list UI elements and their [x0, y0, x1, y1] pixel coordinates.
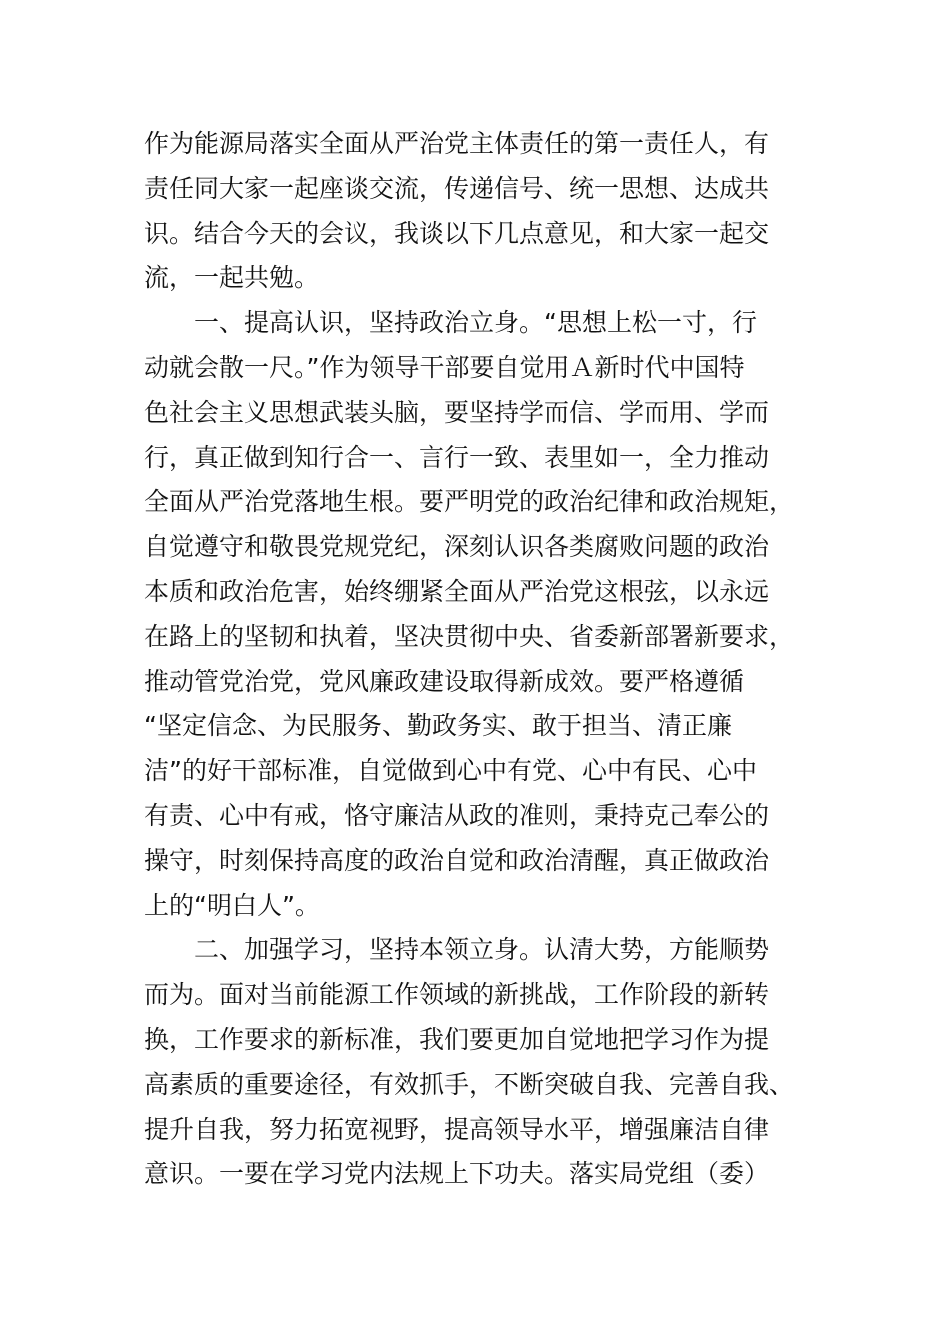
text-line: 意识。一要在学习党内法规上下功夫。落实局党组（委）	[144, 1159, 770, 1189]
text-line: 上的“明白人”。	[144, 890, 320, 920]
document-body	[144, 122, 824, 1197]
text-line: 高素质的重要途径，有效抓手，不断突破自我、完善自我、	[144, 1069, 795, 1099]
text-line: 责任同大家一起座谈交流，传递信号、统一思想、达成共	[144, 173, 770, 203]
text-line: 有责、心中有戒，恪守廉洁从政的准则，秉持克己奉公的	[144, 800, 770, 830]
text-line: 本质和政治危害，始终绷紧全面从严治党这根弦，以永远	[144, 576, 770, 606]
text-line: 作为能源局落实全面从严治党主体责任的第一责任人，有	[144, 129, 770, 158]
section-heading-line: 一、提高认识，坚持政治立身。“思想上松一寸，行	[194, 308, 757, 338]
paragraph-section-one	[144, 301, 824, 928]
text-line: 在路上的坚韧和执着，坚决贯彻中央、省委新部署新要求，	[144, 621, 795, 651]
text-line: 操守，时刻保持高度的政治自觉和政治清醒，真正做政治	[144, 845, 770, 875]
section-heading-line: 二、加强学习，坚持本领立身。认清大势，方能顺势	[194, 935, 770, 965]
paragraph-intro	[144, 122, 824, 301]
text-line: 自觉遵守和敬畏党规党纪，深刻认识各类腐败问题的政治	[144, 532, 770, 562]
text-line: 全面从严治党落地生根。要严明党的政治纪律和政治规矩，	[144, 487, 795, 517]
text-line: 色社会主义思想武装头脑，要坚持学而信、学而用、学而	[144, 397, 770, 427]
text-line: 洁”的好干部标准，自觉做到心中有党、心中有民、心中	[144, 756, 757, 786]
text-line: 行，真正做到知行合一、言行一致、表里如一，全力推动	[144, 442, 770, 472]
text-line: 动就会散一尺。”作为领导干部要自觉用Ａ新时代中国特	[144, 352, 745, 382]
text-line: 而为。面对当前能源工作领域的新挑战，工作阶段的新转	[144, 980, 770, 1010]
paragraph-section-two	[144, 928, 824, 1197]
text-line: 换，工作要求的新标准，我们要更加自觉地把学习作为提	[144, 1024, 770, 1054]
text-line: 提升自我，努力拓宽视野，提高领导水平，增强廉洁自律	[144, 1114, 770, 1144]
text-line: “坚定信念、为民服务、勤政务实、敢于担当、清正廉	[144, 711, 732, 741]
text-line: 识。结合今天的会议，我谈以下几点意见，和大家一起交	[144, 218, 770, 248]
text-line: 流，一起共勉。	[144, 263, 320, 293]
text-line: 推动管党治党，党风廉政建设取得新成效。要严格遵循	[144, 666, 745, 696]
